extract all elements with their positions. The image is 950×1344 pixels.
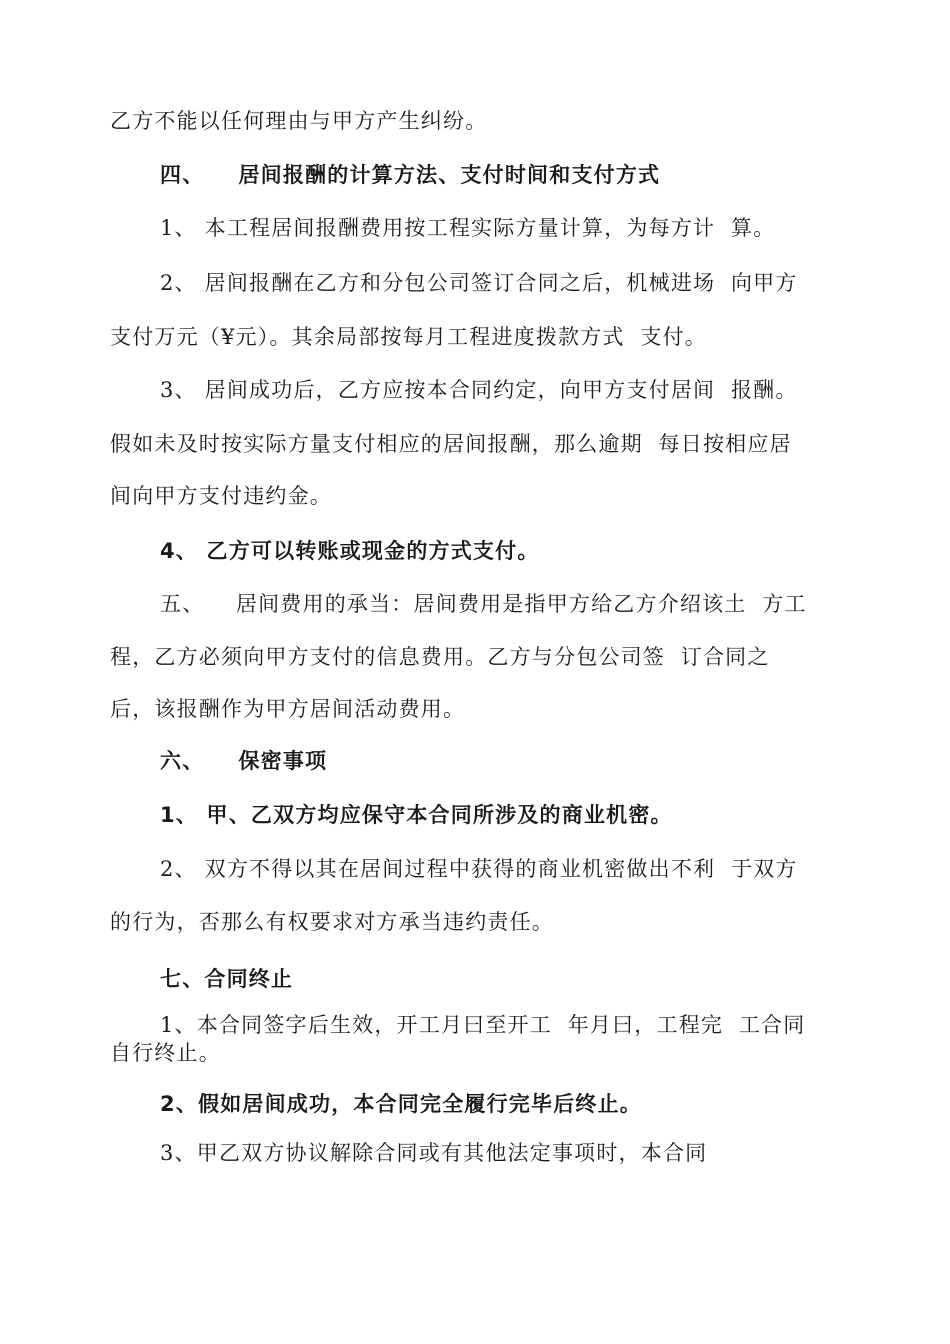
- section-heading-4: 四、 居间报酬的计算方法、支付时间和支付方式: [160, 163, 661, 187]
- section-heading-6: 六、 保密事项: [160, 749, 328, 773]
- clause-7-3: 3、甲乙双方协议解除合同或有其他法定事项时，本合同: [160, 1141, 708, 1165]
- clause-7-2: 2、假如居间成功，本合同完全履行完毕后终止。: [160, 1092, 643, 1116]
- paragraph-line: 后，该报酬作为甲方居间活动费用。: [110, 697, 466, 721]
- paragraph-line: 的行为，否那么有权要求对方承当违约责任。: [110, 910, 554, 934]
- clause-6-1: 1、 甲、乙双方均应保守本合同所涉及的商业机密。: [160, 803, 673, 827]
- paragraph-line: 程，乙方必须向甲方支付的信息费用。乙方与分包公司签 订合同之: [110, 645, 770, 669]
- clause-4-2: 2、 居间报酬在乙方和分包公司签订合同之后，机械进场 向甲方: [160, 271, 798, 295]
- section-heading-7: 七、合同终止: [160, 967, 294, 991]
- paragraph-line: 支付万元（¥元）。其余局部按每月工程进度拨款方式 支付。: [110, 325, 708, 349]
- section-heading-5: 五、 居间费用的承当：居间费用是指甲方给乙方介绍该土 方工: [160, 592, 807, 616]
- paragraph-line: 间向甲方支付违约金。: [110, 484, 332, 508]
- clause-4-1: 1、 本工程居间报酬费用按工程实际方量计算，为每方计 算。: [160, 216, 776, 240]
- clause-7-1: 1、本合同签字后生效，开工月曰至开工 年月曰，工程完 工合同: [160, 1013, 806, 1037]
- paragraph-line: 假如未及时按实际方量支付相应的居间报酬，那么逾期 每日按相应居: [110, 432, 792, 456]
- clause-4-3: 3、 居间成功后，乙方应按本合同约定，向甲方支付居间 报酬。: [160, 378, 798, 402]
- clause-6-2: 2、 双方不得以其在居间过程中获得的商业机密做出不利 于双方: [160, 857, 798, 881]
- clause-4-4: 4、 乙方可以转账或现金的方式支付。: [160, 539, 540, 563]
- paragraph-line: 乙方不能以任何理由与甲方产生纠纷。: [110, 109, 488, 133]
- paragraph-line: 自行终止。: [110, 1041, 221, 1065]
